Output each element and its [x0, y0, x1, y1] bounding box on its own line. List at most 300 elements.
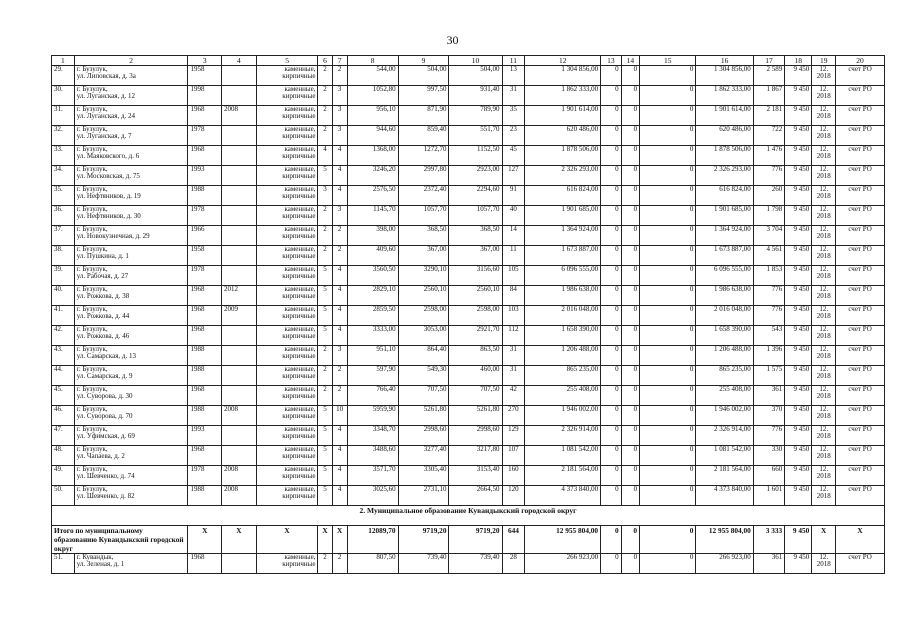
- entrances-cell: 4: [332, 266, 347, 286]
- row-number: 47.: [52, 426, 75, 446]
- cost-cell: 0: [640, 406, 696, 426]
- wall-material-cell-line2: кирпичные: [282, 472, 316, 481]
- wall-material-cell-line1: каменные,: [284, 385, 316, 393]
- cost-cell: 0: [601, 486, 622, 506]
- address-cell-line2: ул. Зеленая, д. 1: [76, 560, 125, 569]
- cost-cell: 0: [601, 406, 622, 426]
- address-cell-line2: ул. Луганская, д. 24: [76, 112, 136, 121]
- cost-cell: 0: [621, 406, 639, 426]
- address-cell: [74, 146, 188, 166]
- deadline-cell: [812, 146, 836, 166]
- cost-cell: 2 326 914,00: [525, 426, 601, 446]
- living-area-cell: 460,00: [449, 366, 502, 386]
- deadline-cell: [812, 554, 836, 574]
- year-cell: 1993: [188, 166, 222, 186]
- cost-cell: 0: [640, 206, 696, 226]
- address-cell-line2: ул. Рожкова, д. 38: [76, 292, 130, 301]
- total-area-cell: 2829,10: [347, 286, 398, 306]
- max-cost-cell: 9 450: [785, 306, 812, 326]
- deadline-cell-line1: 12.: [819, 345, 829, 353]
- repair-year-cell: 2008: [222, 486, 257, 506]
- wall-material-cell-line2: кирпичные: [282, 112, 316, 121]
- living-area-cell: 2294,60: [449, 186, 502, 206]
- wall-material-cell-line1: каменные,: [284, 245, 316, 253]
- max-cost-cell: 9 450: [785, 466, 812, 486]
- total-cell: X: [222, 526, 257, 554]
- capital-repair-table: [51, 55, 885, 574]
- cost-cell: 0: [621, 126, 639, 146]
- cost-cell: 0: [640, 226, 696, 246]
- source-cell: счет РО: [836, 366, 885, 386]
- floors-cell: 2: [318, 386, 332, 406]
- deadline-cell-line1: 12.: [819, 553, 829, 561]
- address-cell-line2: ул. Луганская, д. 12: [76, 92, 136, 101]
- unit-cost-cell: 776: [753, 306, 784, 326]
- unit-cost-cell: 1 396: [753, 346, 784, 366]
- wall-material-cell-line1: каменные,: [284, 285, 316, 293]
- cost-cell: 1 673 887,00: [696, 246, 753, 266]
- total-area-cell: 1145,70: [347, 206, 398, 226]
- residents-cell: 31: [502, 346, 525, 366]
- address-cell-line1: г. Бузулук,: [76, 65, 108, 73]
- wall-material-cell-line2: кирпичные: [282, 352, 316, 361]
- cost-cell: 1 946 002,00: [525, 406, 601, 426]
- total-area-cell: 951,10: [347, 346, 398, 366]
- max-cost-cell: 9 450: [785, 486, 812, 506]
- address-cell: [74, 366, 188, 386]
- column-header: 6: [318, 56, 332, 66]
- cost-cell: 0: [601, 126, 622, 146]
- deadline-cell-line1: 12.: [819, 385, 829, 393]
- repair-year-cell: [222, 146, 257, 166]
- floors-cell: 2: [318, 226, 332, 246]
- page-number: 30: [446, 33, 459, 47]
- address-cell-line2: ул. Шевченко, д. 74: [76, 472, 135, 481]
- residents-cell: 91: [502, 186, 525, 206]
- living-area-cell: 2998,60: [449, 426, 502, 446]
- total-cell: X: [256, 526, 318, 554]
- area-cell: 368,50: [398, 226, 449, 246]
- column-header: 11: [502, 56, 525, 66]
- wall-material-cell-line2: кирпичные: [282, 192, 316, 201]
- cost-cell: 0: [640, 286, 696, 306]
- column-header: 7: [332, 56, 347, 66]
- deadline-cell-line1: 12.: [819, 485, 829, 493]
- deadline-cell-line2: 2018: [816, 132, 831, 141]
- column-header: 2: [74, 56, 188, 66]
- unit-cost-cell: 1 853: [753, 266, 784, 286]
- total-area-cell: 398,00: [347, 226, 398, 246]
- year-cell: 1978: [188, 206, 222, 226]
- area-cell: 864,40: [398, 346, 449, 366]
- deadline-cell: [812, 326, 836, 346]
- cost-cell: 0: [621, 306, 639, 326]
- row-number: 39.: [52, 266, 75, 286]
- cost-cell: 1 901 685,00: [525, 206, 601, 226]
- wall-material-cell: [256, 286, 318, 306]
- cost-cell: 0: [640, 86, 696, 106]
- source-cell: счет РО: [836, 86, 885, 106]
- area-cell: 859,40: [398, 126, 449, 146]
- address-cell-line1: г. Бузулук,: [76, 205, 108, 213]
- area-cell: 997,50: [398, 86, 449, 106]
- table-row: [52, 366, 885, 386]
- address-cell-line2: ул. Самарская, д. 9: [76, 372, 133, 381]
- entrances-cell: 3: [332, 206, 347, 226]
- living-area-cell: 2921,70: [449, 326, 502, 346]
- deadline-cell: [812, 446, 836, 466]
- unit-cost-cell: 776: [753, 426, 784, 446]
- deadline-cell-line2: 2018: [816, 192, 831, 201]
- cost-cell: 0: [601, 346, 622, 366]
- max-cost-cell: 9 450: [785, 186, 812, 206]
- residents-cell: 103: [502, 306, 525, 326]
- address-cell: [74, 306, 188, 326]
- repair-year-cell: [222, 554, 257, 574]
- cost-cell: 865 235,00: [696, 366, 753, 386]
- cost-cell: 0: [601, 306, 622, 326]
- deadline-cell-line2: 2018: [816, 492, 831, 501]
- wall-material-cell: [256, 366, 318, 386]
- repair-year-cell: [222, 226, 257, 246]
- cost-cell: 0: [601, 146, 622, 166]
- repair-year-cell: [222, 366, 257, 386]
- deadline-cell: [812, 346, 836, 366]
- wall-material-cell-line1: каменные,: [284, 553, 316, 561]
- row-number: 41.: [52, 306, 75, 326]
- area-cell: 1272,70: [398, 146, 449, 166]
- area-cell: 3290,10: [398, 266, 449, 286]
- address-cell-line2: ул. Маяковского, д. 6: [76, 152, 140, 161]
- cost-cell: 4 373 840,00: [525, 486, 601, 506]
- year-cell: 1988: [188, 406, 222, 426]
- cost-cell: 0: [640, 486, 696, 506]
- cost-cell: 1 364 924,00: [525, 226, 601, 246]
- entrances-cell: 2: [332, 226, 347, 246]
- source-cell: счет РО: [836, 286, 885, 306]
- table-row: [52, 66, 885, 86]
- row-number: 50.: [52, 486, 75, 506]
- address-cell-line2: ул. Самарская, д. 13: [76, 352, 136, 361]
- cost-cell: 0: [640, 386, 696, 406]
- entrances-cell: 2: [332, 66, 347, 86]
- total-label: Итого по муниципальному образованию Кувандыкский городской округ: [52, 526, 188, 554]
- cost-cell: 0: [621, 326, 639, 346]
- living-area-cell: 739,40: [449, 554, 502, 574]
- section-title: 2. Муниципальное образование Кувандыкский городской округ: [52, 506, 885, 526]
- max-cost-cell: 9 450: [785, 346, 812, 366]
- row-number: 48.: [52, 446, 75, 466]
- deadline-cell-line2: 2018: [816, 452, 831, 461]
- year-cell: 1968: [188, 326, 222, 346]
- address-cell: [74, 246, 188, 266]
- cost-cell: 0: [640, 126, 696, 146]
- deadline-cell-line1: 12.: [819, 465, 829, 473]
- wall-material-cell-line1: каменные,: [284, 265, 316, 273]
- row-number: 43.: [52, 346, 75, 366]
- wall-material-cell-line2: кирпичные: [282, 392, 316, 401]
- column-header: 13: [601, 56, 622, 66]
- floors-cell: 5: [318, 266, 332, 286]
- deadline-cell: [812, 166, 836, 186]
- table-row: [52, 406, 885, 426]
- address-cell: [74, 226, 188, 246]
- source-cell: счет РО: [836, 466, 885, 486]
- source-cell: счет РО: [836, 166, 885, 186]
- cost-cell: 1 901 614,00: [696, 106, 753, 126]
- repair-year-cell: 2012: [222, 286, 257, 306]
- cost-cell: 2 181 564,00: [525, 466, 601, 486]
- deadline-cell-line2: 2018: [816, 312, 831, 321]
- total-cell: 0: [601, 526, 622, 554]
- address-cell-line2: ул. Рабочая, д. 27: [76, 272, 129, 281]
- deadline-cell: [812, 406, 836, 426]
- address-cell-line1: г. Бузулук,: [76, 265, 108, 273]
- table-row: [52, 286, 885, 306]
- cost-cell: 0: [640, 66, 696, 86]
- year-cell: 1958: [188, 66, 222, 86]
- column-header: 10: [449, 56, 502, 66]
- year-cell: 1966: [188, 226, 222, 246]
- unit-cost-cell: 370: [753, 406, 784, 426]
- unit-cost-cell: 3 704: [753, 226, 784, 246]
- cost-cell: 2 016 048,00: [696, 306, 753, 326]
- column-header: 15: [640, 56, 696, 66]
- total-cell: 12089,70: [347, 526, 398, 554]
- repair-year-cell: [222, 86, 257, 106]
- cost-cell: 0: [601, 106, 622, 126]
- cost-cell: 0: [640, 146, 696, 166]
- unit-cost-cell: 1 476: [753, 146, 784, 166]
- wall-material-cell-line2: кирпичные: [282, 332, 316, 341]
- address-cell-line1: г. Бузулук,: [76, 285, 108, 293]
- table-row: [52, 246, 885, 266]
- deadline-cell-line2: 2018: [816, 172, 831, 181]
- cost-cell: 620 486,00: [696, 126, 753, 146]
- address-cell: [74, 266, 188, 286]
- living-area-cell: 367,00: [449, 246, 502, 266]
- max-cost-cell: 9 450: [785, 406, 812, 426]
- address-cell-line1: г. Бузулук,: [76, 365, 108, 373]
- cost-cell: 0: [621, 386, 639, 406]
- year-cell: 1968: [188, 106, 222, 126]
- repair-year-cell: [222, 346, 257, 366]
- cost-cell: 4 373 840,00: [696, 486, 753, 506]
- cost-cell: 1 658 390,00: [525, 326, 601, 346]
- cost-cell: 0: [640, 554, 696, 574]
- cost-cell: 1 206 488,00: [525, 346, 601, 366]
- wall-material-cell-line2: кирпичные: [282, 132, 316, 141]
- wall-material-cell-line1: каменные,: [284, 405, 316, 413]
- living-area-cell: 5261,80: [449, 406, 502, 426]
- cost-cell: 0: [601, 206, 622, 226]
- deadline-cell-line2: 2018: [816, 472, 831, 481]
- column-header: 18: [785, 56, 812, 66]
- cost-cell: 0: [640, 186, 696, 206]
- unit-cost-cell: 1 867: [753, 86, 784, 106]
- deadline-cell-line1: 12.: [819, 305, 829, 313]
- wall-material-cell-line1: каменные,: [284, 225, 316, 233]
- address-cell: [74, 186, 188, 206]
- deadline-cell-line1: 12.: [819, 325, 829, 333]
- wall-material-cell-line1: каменные,: [284, 105, 316, 113]
- unit-cost-cell: 4 561: [753, 246, 784, 266]
- wall-material-cell: [256, 326, 318, 346]
- wall-material-cell-line2: кирпичные: [282, 312, 316, 321]
- residents-cell: 120: [502, 486, 525, 506]
- wall-material-cell-line2: кирпичные: [282, 412, 316, 421]
- residents-cell: 84: [502, 286, 525, 306]
- total-area-cell: 409,60: [347, 246, 398, 266]
- deadline-cell-line2: 2018: [816, 232, 831, 241]
- address-cell-line1: г. Бузулук,: [76, 85, 108, 93]
- address-cell-line2: ул. Суворова, д. 70: [76, 412, 133, 421]
- floors-cell: 3: [318, 186, 332, 206]
- column-number-row: [52, 56, 885, 66]
- column-header: 3: [188, 56, 222, 66]
- cost-cell: 6 096 555,00: [525, 266, 601, 286]
- address-cell: [74, 446, 188, 466]
- cost-cell: 0: [601, 66, 622, 86]
- cost-cell: 0: [601, 366, 622, 386]
- deadline-cell-line2: 2018: [816, 332, 831, 341]
- source-cell: счет РО: [836, 106, 885, 126]
- cost-cell: 0: [601, 326, 622, 346]
- table-row: [52, 126, 885, 146]
- wall-material-cell: [256, 206, 318, 226]
- area-cell: 2598,00: [398, 306, 449, 326]
- cost-cell: 0: [601, 554, 622, 574]
- source-cell: счет РО: [836, 326, 885, 346]
- address-cell: [74, 486, 188, 506]
- table-row: [52, 206, 885, 226]
- total-area-cell: 956,10: [347, 106, 398, 126]
- cost-cell: 0: [601, 466, 622, 486]
- cost-cell: 0: [621, 186, 639, 206]
- row-number: 32.: [52, 126, 75, 146]
- row-number: 31.: [52, 106, 75, 126]
- address-cell-line2: ул. Пушкина, д. 1: [76, 252, 129, 261]
- cost-cell: 0: [621, 466, 639, 486]
- unit-cost-cell: 722: [753, 126, 784, 146]
- column-header: 5: [256, 56, 318, 66]
- wall-material-cell-line1: каменные,: [284, 165, 316, 173]
- residents-cell: 23: [502, 126, 525, 146]
- wall-material-cell-line2: кирпичные: [282, 152, 316, 161]
- deadline-cell: [812, 366, 836, 386]
- area-cell: 504,00: [398, 66, 449, 86]
- living-area-cell: 2664,50: [449, 486, 502, 506]
- unit-cost-cell: 361: [753, 554, 784, 574]
- year-cell: 1958: [188, 246, 222, 266]
- address-cell-line1: г. Бузулук,: [76, 225, 108, 233]
- deadline-cell-line1: 12.: [819, 125, 829, 133]
- repair-year-cell: 2008: [222, 466, 257, 486]
- residents-cell: 31: [502, 366, 525, 386]
- total-cell: 9719,20: [449, 526, 502, 554]
- source-cell: счет РО: [836, 246, 885, 266]
- area-cell: 2998,60: [398, 426, 449, 446]
- max-cost-cell: 9 450: [785, 86, 812, 106]
- deadline-cell-line2: 2018: [816, 272, 831, 281]
- cost-cell: 0: [601, 266, 622, 286]
- cost-cell: 0: [621, 86, 639, 106]
- year-cell: 1988: [188, 366, 222, 386]
- table-row: [52, 346, 885, 366]
- total-area-cell: 2859,50: [347, 306, 398, 326]
- address-cell: [74, 66, 188, 86]
- cost-cell: 0: [601, 426, 622, 446]
- total-area-cell: 944,60: [347, 126, 398, 146]
- row-number: 30.: [52, 86, 75, 106]
- deadline-cell-line2: 2018: [816, 112, 831, 121]
- row-number: 46.: [52, 406, 75, 426]
- table-row: [52, 146, 885, 166]
- wall-material-cell: [256, 554, 318, 574]
- source-cell: счет РО: [836, 146, 885, 166]
- wall-material-cell-line1: каменные,: [284, 445, 316, 453]
- column-header: 17: [753, 56, 784, 66]
- address-cell-line2: ул. Луганская, д. 7: [76, 132, 132, 141]
- repair-year-cell: [222, 246, 257, 266]
- table-row: [52, 106, 885, 126]
- floors-cell: 5: [318, 286, 332, 306]
- source-cell: счет РО: [836, 386, 885, 406]
- repair-year-cell: [222, 266, 257, 286]
- table-row: [52, 466, 885, 486]
- table-row: [52, 166, 885, 186]
- address-cell-line2: ул. Московская, д. 75: [76, 172, 140, 181]
- wall-material-cell: [256, 126, 318, 146]
- address-cell: [74, 554, 188, 574]
- address-cell-line2: ул. Нефтяников, д. 19: [76, 192, 141, 201]
- table-row: [52, 306, 885, 326]
- row-number: 42.: [52, 326, 75, 346]
- floors-cell: 5: [318, 446, 332, 466]
- repair-year-cell: 2009: [222, 306, 257, 326]
- area-cell: 1057,70: [398, 206, 449, 226]
- entrances-cell: 4: [332, 426, 347, 446]
- max-cost-cell: 9 450: [785, 106, 812, 126]
- cost-cell: 2 326 293,00: [525, 166, 601, 186]
- row-number: 34.: [52, 166, 75, 186]
- cost-cell: 0: [601, 226, 622, 246]
- year-cell: 1978: [188, 466, 222, 486]
- cost-cell: 616 824,00: [525, 186, 601, 206]
- deadline-cell-line2: 2018: [816, 72, 831, 81]
- source-cell: счет РО: [836, 486, 885, 506]
- total-cell: 0: [621, 526, 639, 554]
- cost-cell: 0: [621, 246, 639, 266]
- total-area-cell: 544,00: [347, 66, 398, 86]
- deadline-cell-line1: 12.: [819, 405, 829, 413]
- area-cell: 3277,40: [398, 446, 449, 466]
- total-area-cell: 3333,00: [347, 326, 398, 346]
- floors-cell: 2: [318, 106, 332, 126]
- wall-material-cell: [256, 466, 318, 486]
- max-cost-cell: 9 450: [785, 554, 812, 574]
- column-header: 4: [222, 56, 257, 66]
- cost-cell: 0: [621, 266, 639, 286]
- total-cell: 644: [502, 526, 525, 554]
- wall-material-cell-line2: кирпичные: [282, 72, 316, 81]
- year-cell: 1968: [188, 286, 222, 306]
- cost-cell: 0: [640, 266, 696, 286]
- floors-cell: 2: [318, 86, 332, 106]
- deadline-cell-line2: 2018: [816, 152, 831, 161]
- wall-material-cell-line1: каменные,: [284, 425, 316, 433]
- total-area-cell: 2576,50: [347, 186, 398, 206]
